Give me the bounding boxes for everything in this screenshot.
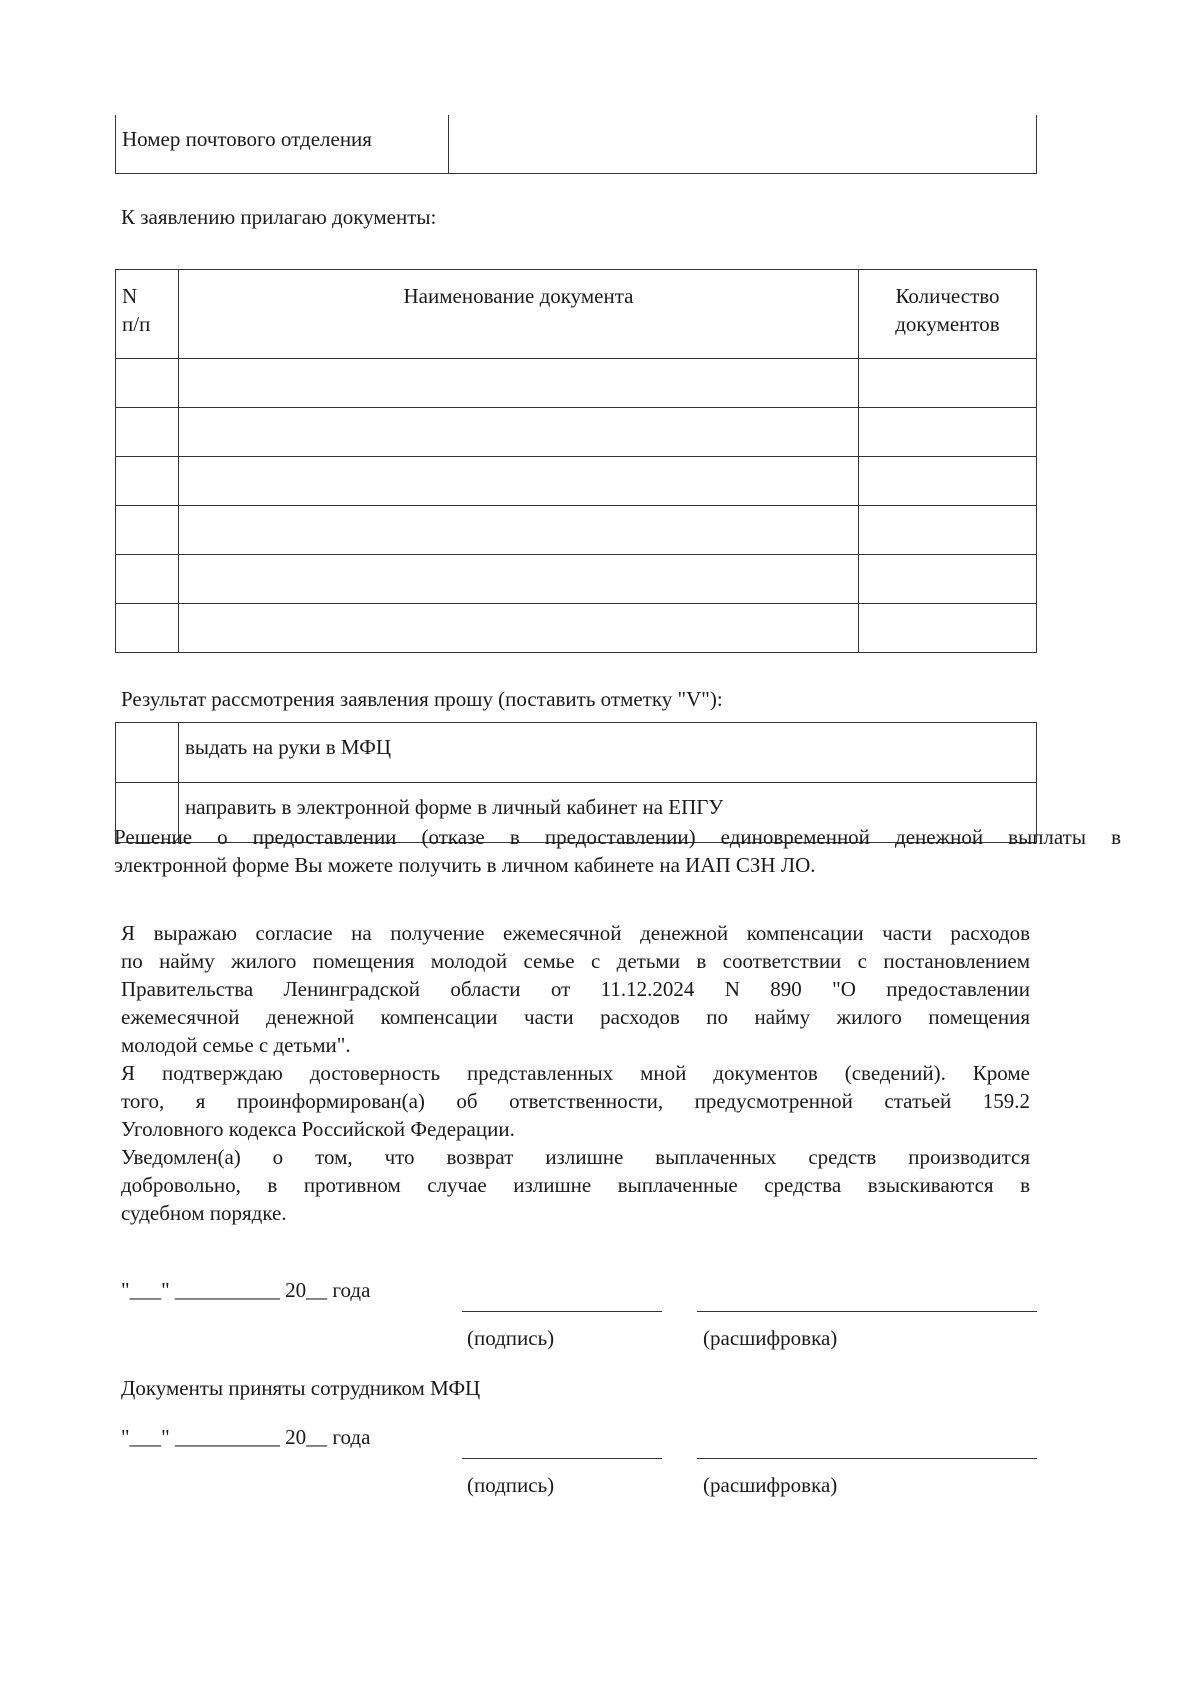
consent-line-text: Правительства Ленинградской области от 11.12.2024 N 890 "О предоставлении <box>121 977 1030 1001</box>
consent-line <box>121 1059 1030 1087</box>
option-label-text: направить в электронной форме в личный кабинет на ЕПГУ <box>185 795 724 819</box>
decision-line-1-text: Решение о предоставлении (отказе в предоставлении) единовременной денежной выплаты в <box>114 825 1121 849</box>
consent-line-text: добровольно, в противном случае излишне выплаченные средства взыскиваются в <box>121 1173 1030 1197</box>
row-document-count-cell[interactable] <box>859 506 1037 555</box>
consent-line <box>121 1087 1030 1115</box>
consent-line: Уголовного кодекса Российской Федерации. <box>121 1117 515 1141</box>
consent-line <box>121 1171 1030 1199</box>
column-header-count-line1: Количество <box>895 284 1000 308</box>
applicant-signature-line[interactable] <box>462 1311 662 1312</box>
postal-value-field[interactable] <box>449 115 1037 174</box>
row-number-cell[interactable] <box>116 555 179 604</box>
documents-table-header <box>116 270 1037 359</box>
consent-line: молодой семье с детьми". <box>121 1033 351 1057</box>
row-document-count-cell[interactable] <box>859 604 1037 653</box>
consent-line-text: Я подтверждаю достоверность представленных мной документов (сведений). Кроме <box>121 1061 1030 1085</box>
option-mark-checkbox[interactable] <box>116 723 179 783</box>
row-document-name-cell[interactable] <box>179 359 859 408</box>
row-number-cell[interactable] <box>116 457 179 506</box>
table-row <box>116 506 1037 555</box>
column-header-document-count <box>859 270 1037 359</box>
option-label <box>179 723 1037 783</box>
row-document-name-cell[interactable] <box>179 604 859 653</box>
postal-label-text: Номер почтового отделения <box>122 127 372 151</box>
decision-line-2: электронной форме Вы можете получить в личном кабинете на ИАП СЗН ЛО. <box>114 853 816 877</box>
consent-line-text: по найму жилого помещения молодой семье с детьми в соответствии с постановлением <box>121 949 1030 973</box>
mfc-date: "___" __________ 20__ года <box>121 1425 371 1449</box>
postal-table <box>115 115 1037 174</box>
consent-line <box>121 947 1030 975</box>
table-row <box>116 604 1037 653</box>
applicant-decoding-line[interactable] <box>697 1311 1037 1312</box>
consent-line-text: Я выражаю согласие на получение ежемесячной денежной компенсации части расходов <box>121 921 1030 945</box>
option-label-text: выдать на руки в МФЦ <box>185 735 392 759</box>
documents-table <box>115 269 1037 653</box>
row-document-name-cell[interactable] <box>179 408 859 457</box>
attachments-intro: К заявлению прилагаю документы: <box>121 205 437 229</box>
row-document-name-cell[interactable] <box>179 506 859 555</box>
table-row <box>116 408 1037 457</box>
consent-line: судебном порядке. <box>121 1201 287 1225</box>
consent-line-text: ежемесячной денежной компенсации части расходов по найму жилого помещения <box>121 1005 1030 1029</box>
row-number-cell[interactable] <box>116 506 179 555</box>
applicant-signature-caption: (подпись) <box>467 1326 555 1350</box>
postal-label <box>116 115 449 174</box>
row-document-name-cell[interactable] <box>179 555 859 604</box>
result-intro: Результат рассмотрения заявления прошу (поставить отметку "V"): <box>121 687 723 711</box>
result-option-row <box>116 723 1037 783</box>
row-number-cell[interactable] <box>116 604 179 653</box>
mfc-decoding-caption: (расшифровка) <box>703 1473 838 1497</box>
consent-line <box>121 975 1030 1003</box>
row-document-count-cell[interactable] <box>859 555 1037 604</box>
consent-line <box>121 1003 1030 1031</box>
consent-block <box>121 919 1030 1227</box>
column-header-document-name: Наименование документа <box>179 270 859 359</box>
row-number-cell[interactable] <box>116 408 179 457</box>
consent-line <box>121 919 1030 947</box>
row-document-count-cell[interactable] <box>859 457 1037 506</box>
column-header-count-line2: документов <box>895 312 1000 336</box>
column-header-number-line1: N <box>122 284 138 308</box>
row-document-count-cell[interactable] <box>859 359 1037 408</box>
mfc-title: Документы приняты сотрудником МФЦ <box>121 1376 481 1400</box>
table-row <box>116 457 1037 506</box>
mfc-decoding-line[interactable] <box>697 1458 1037 1459</box>
consent-line-text: того, я проинформирован(а) об ответственности, предусмотренной статьей 159.2 <box>121 1089 1030 1113</box>
mfc-signature-line[interactable] <box>462 1458 662 1459</box>
consent-line <box>121 1143 1030 1171</box>
row-number-cell[interactable] <box>116 359 179 408</box>
applicant-decoding-caption: (расшифровка) <box>703 1326 838 1350</box>
consent-line-text: Уведомлен(а) о том, что возврат излишне выплаченных средств производится <box>121 1145 1030 1169</box>
applicant-date: "___" __________ 20__ года <box>121 1278 371 1302</box>
row-document-count-cell[interactable] <box>859 408 1037 457</box>
row-document-name-cell[interactable] <box>179 457 859 506</box>
mfc-signature-caption: (подпись) <box>467 1473 555 1497</box>
table-row <box>116 555 1037 604</box>
column-header-number-line2: п/п <box>122 312 151 336</box>
table-row <box>116 359 1037 408</box>
column-header-number <box>116 270 179 359</box>
